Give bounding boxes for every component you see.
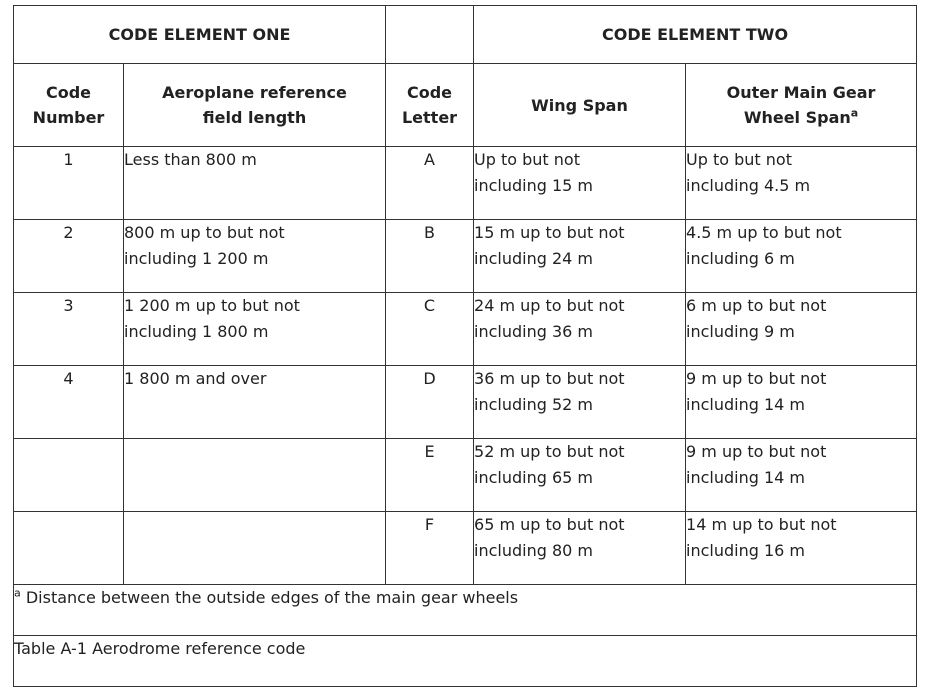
cell-line: 65 m up to but not — [474, 515, 625, 534]
code-letter-header-line1: Code — [406, 83, 453, 102]
table-row — [14, 147, 917, 220]
cell-line: 6 m up to but not — [686, 296, 827, 315]
footnote-text: Distance between the outside edges of the main gear wheels — [20, 588, 519, 607]
gear-span-cell — [686, 147, 917, 220]
cell-line: 36 m up to but not — [474, 369, 625, 388]
table-row — [14, 220, 917, 293]
gear-span-footnote-marker: a — [850, 106, 859, 120]
code-letter-cell: E — [386, 439, 474, 512]
cell-line: including 52 m — [474, 395, 593, 414]
gear-span-cell — [686, 366, 917, 439]
field-length-header-line2: field length — [202, 108, 307, 127]
wing-span-cell — [474, 147, 686, 220]
table-caption: Table A-1 Aerodrome reference code — [14, 636, 917, 687]
cell-line: including 1 800 m — [124, 322, 269, 341]
cell-line: Up to but not — [474, 150, 580, 169]
field-length-header — [124, 64, 386, 147]
cell-line: including 14 m — [686, 395, 805, 414]
cell-line: including 36 m — [474, 322, 593, 341]
gear-span-header-line2: Wheel Span — [743, 108, 851, 127]
cell-line: 9 m up to but not — [686, 442, 827, 461]
field-length-cell — [124, 439, 386, 512]
wing-span-header: Wing Span — [474, 64, 686, 147]
gear-span-cell — [686, 220, 917, 293]
cell-line: 800 m up to but not — [124, 223, 285, 242]
wing-span-cell — [474, 439, 686, 512]
cell-line: 9 m up to but not — [686, 369, 827, 388]
code-number-header-line2: Number — [32, 108, 105, 127]
cell-line: 4.5 m up to but not — [686, 223, 842, 242]
wing-span-cell — [474, 220, 686, 293]
cell-line: 24 m up to but not — [474, 296, 625, 315]
cell-line: 1 800 m and over — [124, 369, 267, 388]
cell-line: 15 m up to but not — [474, 223, 625, 242]
code-letter-cell: B — [386, 220, 474, 293]
table-row — [14, 293, 917, 366]
table-row — [14, 512, 917, 585]
code-letter-cell: F — [386, 512, 474, 585]
group-header-row — [14, 6, 917, 64]
field-length-cell — [124, 147, 386, 220]
code-number-cell: 3 — [14, 293, 124, 366]
code-element-two-header: CODE ELEMENT TWO — [474, 6, 917, 64]
field-length-cell — [124, 512, 386, 585]
cell-line: 1 200 m up to but not — [124, 296, 300, 315]
footnote-marker: a — [14, 586, 21, 600]
cell-line: including 9 m — [686, 322, 795, 341]
aerodrome-reference-code-table — [13, 5, 917, 687]
cell-line: including 80 m — [474, 541, 593, 560]
gear-span-cell — [686, 293, 917, 366]
code-letter-cell: C — [386, 293, 474, 366]
code-number-header — [14, 64, 124, 147]
code-letter-header-line2: Letter — [401, 108, 458, 127]
cell-line: including 1 200 m — [124, 249, 269, 268]
field-length-cell — [124, 366, 386, 439]
table-row — [14, 439, 917, 512]
wing-span-cell — [474, 366, 686, 439]
cell-line: including 15 m — [474, 176, 593, 195]
table-row — [14, 366, 917, 439]
caption-row — [14, 636, 917, 687]
gear-span-cell — [686, 512, 917, 585]
field-length-header-line1: Aeroplane reference — [162, 83, 347, 102]
field-length-cell — [124, 293, 386, 366]
cell-line: including 24 m — [474, 249, 593, 268]
cell-line: including 14 m — [686, 468, 805, 487]
cell-line: including 6 m — [686, 249, 795, 268]
code-number-header-line1: Code — [45, 83, 92, 102]
code-number-cell: 4 — [14, 366, 124, 439]
cell-line: including 65 m — [474, 468, 593, 487]
code-number-cell: 1 — [14, 147, 124, 220]
cell-line: 52 m up to but not — [474, 442, 625, 461]
footnote-row — [14, 585, 917, 636]
code-letter-header — [386, 64, 474, 147]
cell-line: Less than 800 m — [124, 150, 257, 169]
footnote-cell — [14, 585, 917, 636]
code-letter-cell: D — [386, 366, 474, 439]
code-number-cell: 2 — [14, 220, 124, 293]
code-letter-cell: A — [386, 147, 474, 220]
code-element-one-header: CODE ELEMENT ONE — [14, 6, 386, 64]
cell-line: including 16 m — [686, 541, 805, 560]
column-header-row — [14, 64, 917, 147]
gear-span-header — [686, 64, 917, 147]
cell-line: 14 m up to but not — [686, 515, 837, 534]
cell-line: including 4.5 m — [686, 176, 811, 195]
code-number-cell — [14, 439, 124, 512]
wing-span-cell — [474, 512, 686, 585]
cell-line: Up to but not — [686, 150, 792, 169]
wing-span-cell — [474, 293, 686, 366]
gear-span-header-line1: Outer Main Gear — [726, 83, 876, 102]
group-header-spacer — [386, 6, 474, 64]
gear-span-cell — [686, 439, 917, 512]
code-number-cell — [14, 512, 124, 585]
field-length-cell — [124, 220, 386, 293]
